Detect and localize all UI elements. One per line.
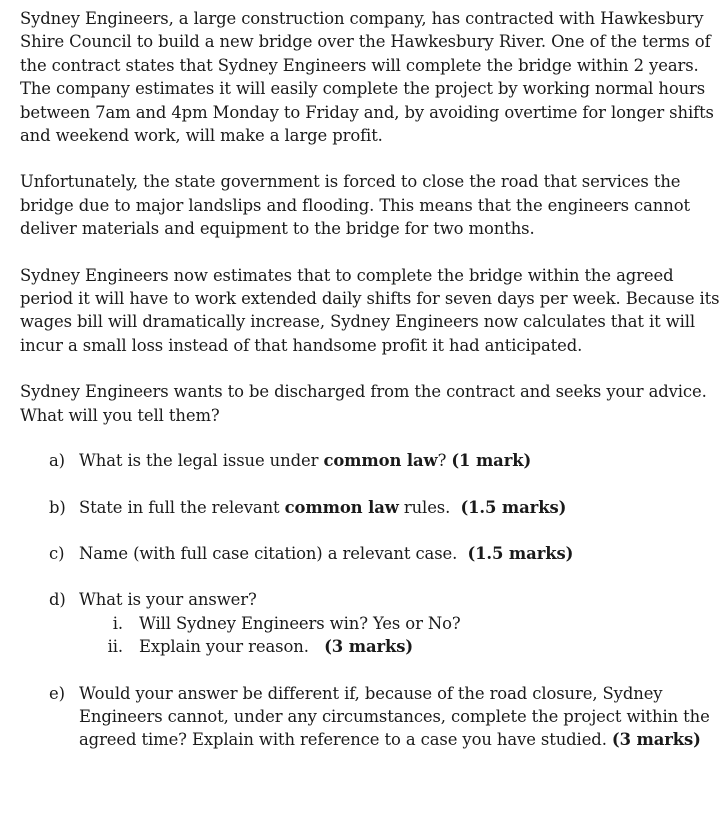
question-b-text: State in full the relevant — [79, 497, 285, 517]
question-c-marks: (1.5 marks) — [467, 543, 574, 563]
question-b — [20, 496, 720, 519]
question-d-sub-ii-number: ii. — [107, 637, 123, 657]
question-c-text: Name (with full case citation) a relevant case. — [79, 543, 468, 563]
question-d-text: What is your answer? — [79, 590, 257, 610]
question-d-sub-ii-text: Explain your reason. — [139, 637, 325, 657]
question-d-letter: d) — [49, 590, 66, 610]
scenario-paragraph-1: Sydney Engineers, a large construction company, has contracted with Hawkesbury Shire Council to build a new bridge over the Hawkesbury River. One of the terms of the contract states that Sydney Engineers will complete the bridge within 2 years. The company estimates it will easily complete the project by working normal hours between 7am and 4pm Monday to Friday and, by avoiding overtime for longer shifts and weekend work, will make a large profit. — [20, 9, 714, 146]
question-e-text: Would your answer be different if, because of the road closure, Sydney Engineers cannot, under any circumstances, complete the project within the agreed time? Explain with reference to a case you have studied. — [79, 683, 710, 750]
question-c-letter: c) — [49, 543, 65, 563]
question-e — [20, 682, 720, 752]
question-b-bold-term: common law — [284, 497, 399, 517]
question-e-letter: e) — [49, 683, 65, 703]
question-d-marks: (3 marks) — [324, 637, 414, 657]
scenario-paragraph-3: Sydney Engineers now estimates that to complete the bridge within the agreed period it will have to work extended daily shifts for seven days per week. Because its wages bill will dramatically increase, Sydney Engineers now calculates that it will incur a small loss instead of that handsome profit it had anticipated. — [20, 265, 720, 355]
question-a-text-after: ? — [437, 451, 452, 471]
question-a-bold-term: common law — [323, 451, 438, 471]
question-d-sub-i-number: i. — [112, 613, 123, 633]
question-a-text: What is the legal issue under — [79, 451, 324, 471]
question-c — [20, 542, 720, 565]
scenario-paragraph-4: Sydney Engineers wants to be discharged from the contract and seeks your advice. What will you tell them? — [20, 382, 707, 425]
scenario-paragraph-2: Unfortunately, the state government is forced to close the road that services the bridge due to major landslips and flooding. This means that the engineers cannot deliver materials and equipment to the bridge for two months. — [20, 172, 690, 239]
question-d-sub-ii — [79, 635, 720, 658]
question-a-letter: a) — [49, 451, 65, 471]
question-d-sub-i-text: Will Sydney Engineers win? Yes or No? — [139, 613, 461, 633]
question-b-text-after: rules. — [398, 497, 461, 517]
question-e-marks: (3 marks) — [611, 730, 701, 750]
assignment-document — [20, 7, 720, 752]
question-d-sub-i — [79, 612, 720, 635]
question-d — [20, 588, 720, 658]
question-a — [20, 449, 720, 472]
question-b-letter: b) — [49, 497, 66, 517]
question-b-marks: (1.5 marks) — [460, 497, 567, 517]
question-a-marks: (1 mark) — [451, 451, 532, 471]
